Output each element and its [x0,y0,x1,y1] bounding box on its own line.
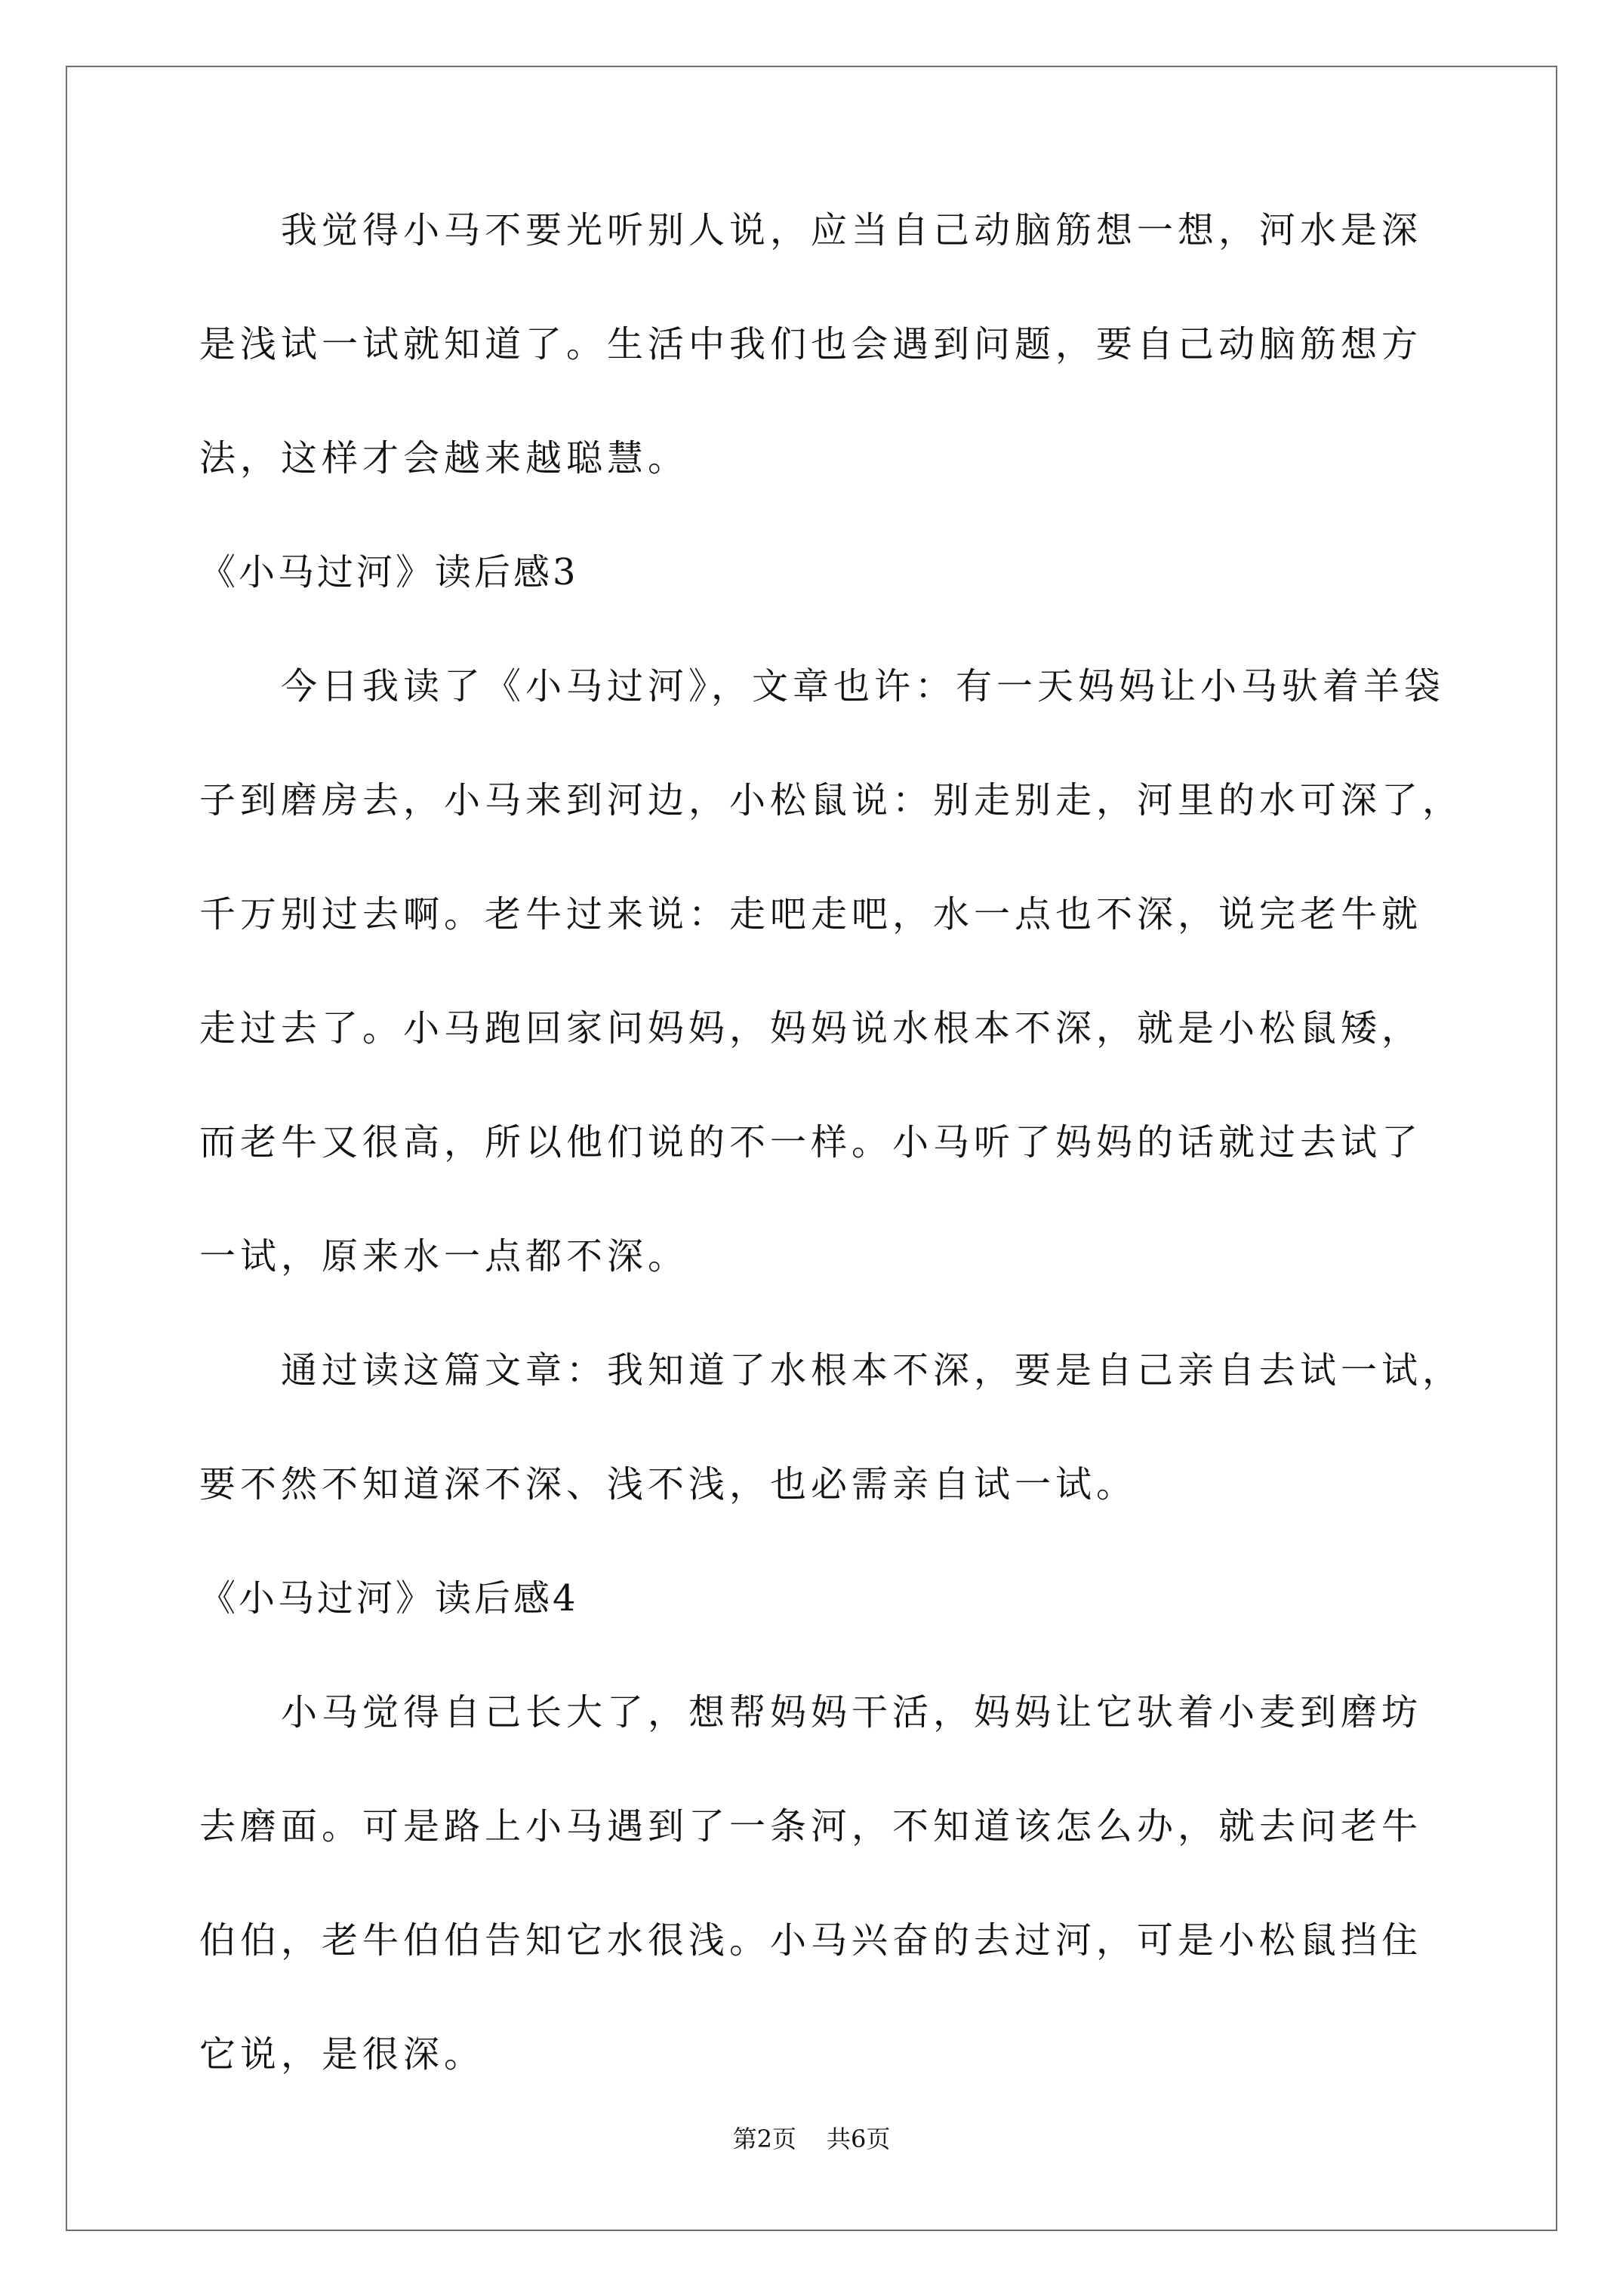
paragraph-line: 法，这样才会越来越聪慧。 [199,437,689,479]
page-footer [0,2120,1623,2155]
paragraph-line: 而老牛又很高，所以他们说的不一样。小马听了妈妈的话就过去试了 [199,1121,1423,1163]
paragraph-line: 子到磨房去，小马来到河边，小松鼠说：别走别走，河里的水可深了， [199,779,1464,821]
paragraph-line: 它说，是很深。 [199,2033,485,2076]
section-heading: 《小马过河》读后感3 [199,551,579,593]
paragraph-line: 今日我读了《小马过河》，文章也许：有一天妈妈让小马驮着羊袋 [281,665,1446,707]
paragraph-line: 千万别过去啊。老牛过来说：走吧走吧，水一点也不深，说完老牛就 [199,893,1423,935]
paragraph-line: 一试，原来水一点都不深。 [199,1235,689,1277]
paragraph-line: 要不然不知道深不深、浅不浅，也必需亲自试一试。 [199,1463,1138,1505]
paragraph-line: 我觉得小马不要光听别人说，应当自己动脑筋想一想，河水是深 [281,209,1423,251]
page-number: 第2页 [732,2125,796,2153]
paragraph-line: 通过读这篇文章：我知道了水根本不深，要是自己亲自去试一试， [281,1349,1464,1391]
section-heading: 《小马过河》读后感4 [199,1577,579,1620]
paragraph-line: 小马觉得自己长大了，想帮妈妈干活，妈妈让它驮着小麦到磨坊 [281,1691,1423,1734]
document-body [199,208,1464,2146]
paragraph-line: 伯伯，老牛伯伯告知它水很浅。小马兴奋的去过河，可是小松鼠挡住 [199,1919,1423,1962]
paragraph-line: 去磨面。可是路上小马遇到了一条河，不知道该怎么办，就去问老牛 [199,1805,1423,1848]
paragraph-line: 是浅试一试就知道了。生活中我们也会遇到问题，要自己动脑筋想方 [199,323,1423,365]
page-total: 共6页 [827,2125,891,2153]
paragraph-line: 走过去了。小马跑回家问妈妈，妈妈说水根本不深，就是小松鼠矮， [199,1007,1423,1049]
